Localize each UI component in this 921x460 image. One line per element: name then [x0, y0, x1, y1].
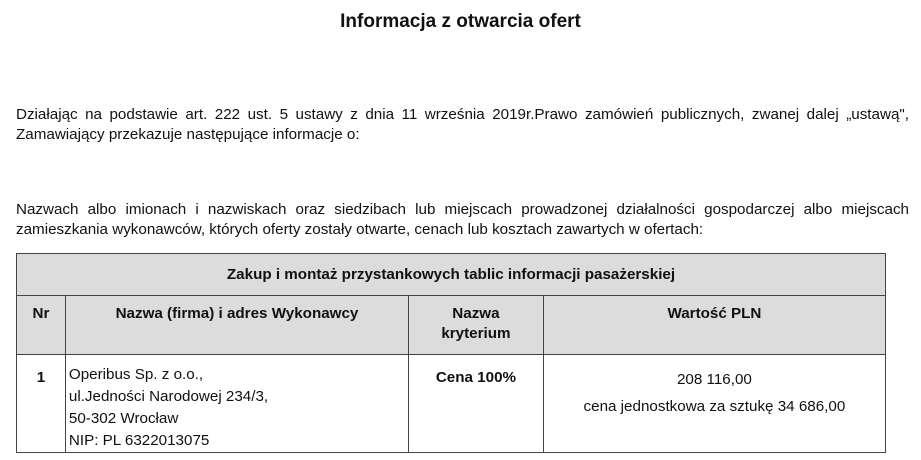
- column-header-name: [65, 296, 408, 355]
- table-row: [17, 355, 886, 453]
- column-header-nr-label: Nr: [32, 305, 50, 322]
- column-header-value: [543, 296, 885, 355]
- offers-table: [16, 253, 886, 453]
- column-header-value-label: Wartość PLN: [667, 305, 762, 322]
- criterion-value: Cena 100%: [435, 369, 517, 386]
- contractor-nip: NIP: PL 6322013075: [68, 432, 210, 449]
- section-paragraph: Nazwach albo imionach i nazwiskach oraz siedzibach lub miejscach prowadzonej działalności gospodarczej albo miejscach zamieszkania wykonawców, których oferty zostały otwarte, cenach lub kosztach zawartych w ofertach:: [16, 201, 909, 238]
- cell-nr: [17, 355, 66, 453]
- cell-contractor: [65, 355, 408, 453]
- column-header-name-label: Nazwa (firma) i adres Wykonawcy: [115, 305, 359, 322]
- row-number: 1: [36, 369, 46, 386]
- column-header-criterion-line2: kryterium: [441, 325, 511, 342]
- column-header-criterion-line1: Nazwa: [452, 305, 500, 322]
- column-header-nr: [17, 296, 66, 355]
- contractor-city: 50-302 Wrocław: [68, 410, 179, 427]
- contractor-street: ul.Jedności Narodowej 234/3,: [68, 388, 269, 405]
- column-header-criterion: [409, 296, 544, 355]
- cell-value: [543, 355, 885, 453]
- table-caption: Zakup i montaż przystankowych tablic informacji pasażerskiej: [17, 254, 886, 296]
- intro-paragraph: Działając na podstawie art. 222 ust. 5 ustawy z dnia 11 września 2019r.Prawo zamówień publicznych, zwanej dalej „ustawą", Zamawiający przekazuje następujące informacje o:: [16, 106, 909, 143]
- unit-price: cena jednostkowa za sztukę 34 686,00: [583, 398, 846, 415]
- contractor-name: Operibus Sp. z o.o.,: [68, 366, 204, 383]
- offer-value: 208 116,00: [676, 371, 752, 388]
- page-title: Informacja z otwarcia ofert: [340, 11, 581, 32]
- cell-criterion: [409, 355, 544, 453]
